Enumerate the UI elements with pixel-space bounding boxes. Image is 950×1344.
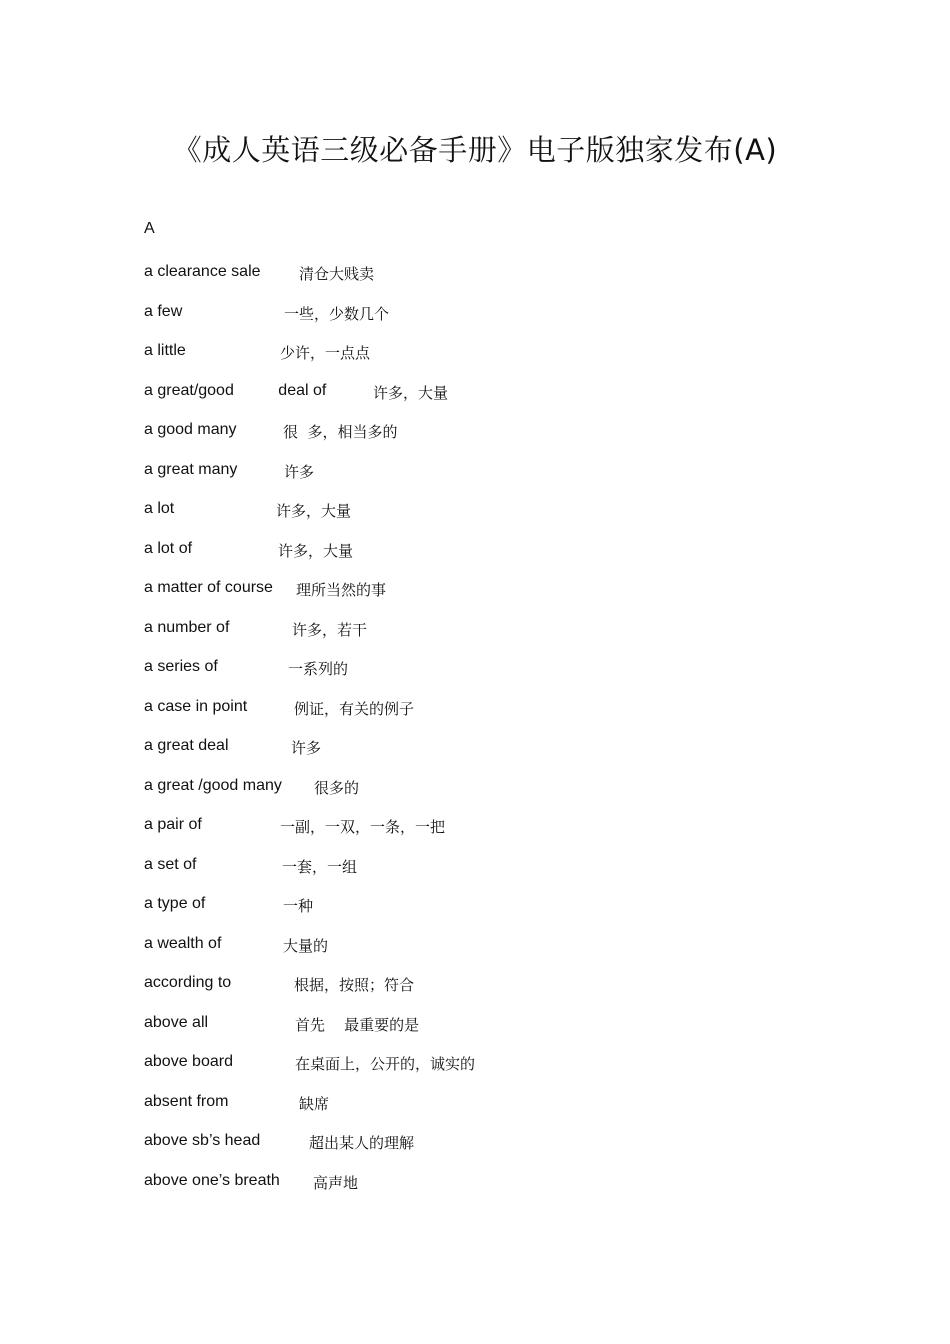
list-item — [144, 1172, 844, 1212]
list-item — [144, 816, 844, 856]
vocabulary-list — [144, 263, 844, 1211]
entry-term: a lot — [144, 500, 175, 517]
entry-term: above all — [144, 1013, 209, 1031]
entry-meaning: 少许，一点点 — [280, 344, 371, 362]
entry-meaning: 许多 — [284, 462, 315, 481]
entry-term: a series of — [144, 658, 218, 675]
entry-meaning: 清仓大贱卖 — [299, 265, 375, 283]
entry-term: a case in point — [144, 697, 248, 715]
entry-meaning: 许多，大量 — [278, 541, 354, 560]
entry-term: according to — [144, 974, 232, 991]
list-item — [144, 619, 844, 659]
entry-meaning: 一副，一双，一条，一把 — [280, 818, 446, 836]
entry-term: above board — [144, 1053, 233, 1070]
list-item — [144, 579, 844, 619]
entry-term: a number of — [144, 618, 230, 636]
entry-meaning: 缺席 — [299, 1094, 330, 1113]
entry-meaning: 大量的 — [283, 936, 329, 955]
list-item — [144, 698, 844, 738]
entry-meaning: 许多 — [291, 739, 322, 757]
entry-meaning: 很多的 — [314, 778, 360, 797]
entry-term: a wealth of — [144, 934, 222, 952]
section-heading: A — [144, 220, 155, 237]
entry-term: a clearance sale — [144, 263, 261, 280]
entry-term: a set of — [144, 855, 197, 873]
list-item — [144, 303, 844, 343]
list-item — [144, 737, 844, 777]
list-item — [144, 342, 844, 382]
entry-meaning: 许多，若干 — [292, 620, 368, 639]
list-item — [144, 856, 844, 896]
entry-meaning: 例证，有关的例子 — [294, 699, 415, 718]
entry-meaning: 首先 最重要的是 — [295, 1015, 420, 1034]
entry-term: a matter of course — [144, 579, 273, 596]
list-item — [144, 263, 844, 303]
entry-meaning: 根据，按照；符合 — [294, 976, 415, 994]
list-item — [144, 777, 844, 817]
list-item — [144, 421, 844, 461]
entry-meaning: 很 多，相当多的 — [283, 423, 398, 441]
entry-meaning: 一系列的 — [288, 660, 349, 678]
entry-term: a type of — [144, 895, 206, 912]
entry-term: a great /good many — [144, 776, 282, 794]
entry-term: a lot of — [144, 539, 193, 557]
list-item — [144, 1132, 844, 1172]
entry-term: a great deal — [144, 737, 229, 754]
entry-term: a little — [144, 342, 186, 359]
entry-meaning: 许多，大量 — [373, 383, 449, 402]
entry-meaning: 一套，一组 — [282, 857, 358, 876]
entry-meaning: 理所当然的事 — [296, 581, 387, 599]
list-item — [144, 974, 844, 1014]
entry-meaning: 一种 — [283, 897, 314, 915]
entry-term: a great many — [144, 460, 238, 478]
list-item — [144, 500, 844, 540]
entry-meaning: 高声地 — [313, 1173, 359, 1192]
list-item — [144, 461, 844, 501]
entry-term: above one’s breath — [144, 1171, 280, 1189]
entry-term: a pair of — [144, 816, 202, 833]
list-item — [144, 382, 844, 422]
list-item — [144, 1014, 844, 1054]
entry-meaning: 在桌面上，公开的，诚实的 — [295, 1055, 476, 1073]
page-title: 《成人英语三级必备手册》电子版独家发布(A) — [172, 133, 778, 167]
list-item — [144, 540, 844, 580]
entry-term: a few — [144, 302, 183, 320]
list-item — [144, 1053, 844, 1093]
entry-meaning: 一些，少数几个 — [284, 304, 390, 323]
list-item — [144, 935, 844, 975]
entry-term: absent from — [144, 1092, 229, 1110]
entry-term: above sb’s head — [144, 1132, 261, 1149]
list-item — [144, 1093, 844, 1133]
entry-term: a great/good deal of — [144, 381, 327, 399]
list-item — [144, 658, 844, 698]
entry-meaning: 超出某人的理解 — [309, 1134, 415, 1152]
entry-meaning: 许多，大量 — [276, 502, 352, 520]
entry-term: a good many — [144, 421, 237, 438]
list-item — [144, 895, 844, 935]
